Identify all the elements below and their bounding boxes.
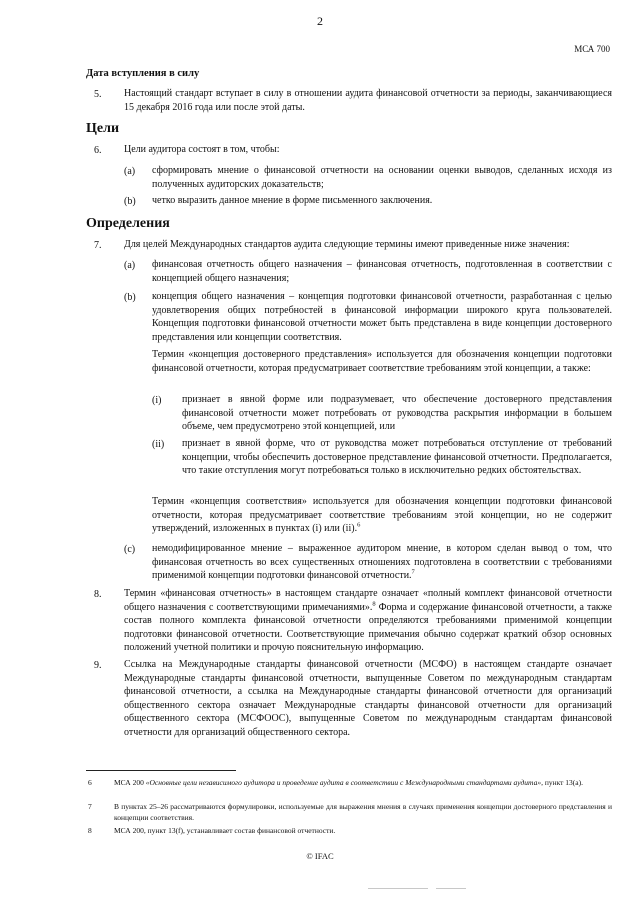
para7-a-text: финансовая отчетность общего назначения – финансовая отчетность, подготовленная в соответствии с концепцией общего назначения; bbox=[152, 259, 612, 284]
standard-code: МСА 700 bbox=[574, 44, 610, 54]
ifac-footer: © IFAC bbox=[306, 851, 334, 861]
para7-b-text: концепция общего назначения – концепция подготовки финансовой отчетности, разработанная с целью удовлетворения общих потребностей в финансовой информации широкого круга пользователей. Концепция подготовки финансовой отчетности может быть представлена в виде концепции достоверного представления или концепции соответствия. bbox=[152, 291, 612, 343]
footnote-8-text: МСА 200, пункт 13(f), устанавливает состав финансовой отчетности. bbox=[114, 826, 336, 835]
para7-b-para2: Термин «концепция соответствия» используется для обозначения концепции подготовки финансовой отчетности, которая предусматривает соответствие требованиям этой концепции, но не содержит утверждений, изложенных в пунктах (i) или (ii).$^6$ bbox=[152, 496, 612, 535]
effective-date-heading: Дата вступления в силу bbox=[86, 68, 200, 79]
para7-i-text: признает в явной форме или подразумевает, что обеспечение достоверного представления финансовой отчетности может потребовать от руководства раскрытия информации в большем объеме, чем предусмотрено этой концепцией, или bbox=[182, 394, 612, 433]
para7-c-text: немодифицированное мнение – выраженное аудитором мнение, в котором сделан вывод о том, что финансовая отчетность во всех существенных отношениях подготовлена в соответствии с требованиями применимой концепции подготовки финансовой отчетности.$^7$ bbox=[152, 543, 612, 582]
para7-b-para1: Термин «концепция достоверного представления» используется для обозначения концепции подготовки финансовой отчетности, которая предусматривает соответствие требованиям этой концепции, а также: bbox=[152, 349, 612, 374]
para6-text: Цели аудитора состоят в том, чтобы: bbox=[124, 144, 280, 155]
para6-a-text: сформировать мнение о финансовой отчетности на основании оценки выводов, сделанных исходя из полученных аудиторских доказательств; bbox=[152, 165, 612, 190]
footnote-ref-6: 6 bbox=[357, 521, 361, 529]
para7-a-label: (a) bbox=[124, 260, 136, 271]
para6-b-label: (b) bbox=[124, 196, 136, 207]
para8-number: 8. bbox=[94, 589, 102, 600]
para6-b-text: четко выразить данное мнение в форме письменного заключения. bbox=[152, 195, 433, 206]
para6-number: 6. bbox=[94, 145, 102, 156]
para7-text: Для целей Международных стандартов аудита следующие термины имеют приведенные ниже значения: bbox=[124, 239, 570, 250]
para7-number: 7. bbox=[94, 240, 102, 251]
footnote-6-text: МСА 200 «Основные цели независимого аудитора и проведение аудита в соответствии с Международными стандартами аудита», пункт 13(a). bbox=[114, 778, 584, 787]
footnote-6-number: 6 bbox=[88, 778, 92, 787]
para7-c-label: (c) bbox=[124, 544, 136, 555]
footnote-7-number: 7 bbox=[88, 802, 92, 811]
footnote-ref-8: 8 bbox=[372, 600, 376, 608]
footnote-ref-7: 7 bbox=[411, 568, 415, 576]
page-number: 2 bbox=[317, 14, 323, 28]
footnote-separator bbox=[86, 770, 236, 771]
para9-text: Ссылка на Международные стандарты финансовой отчетности (МСФО) в настоящем стандарте означает Международные стандарты финансовой отчетности, выпущенные Советом по международным стандартам финансовой отчетности, а ссылка на Международные стандарты финансовой отчетности для организаций общественного сектора означает Международные стандарты финансовой отчетности для организаций общественного сектора (МСФООС), выпущенные Советом по международным стандартам финансовой отчетности для организаций общественного сектора. bbox=[124, 659, 612, 738]
para8-text: Термин «финансовая отчетность» в настоящем стандарте означает «полный комплект финансовой отчетности общего назначения с соответствующими примечаниями».$^8$ Форма и содержание финансовой отчетности, а также состав полного комплекта финансовой отчетности определяются требованиями применимой концепции подготовки финансовой отчетности. Соответствующие примечания обычно содержат краткий обзор основных положений учетной политики и прочую пояснительную информацию. bbox=[124, 588, 612, 654]
para6-a-label: (a) bbox=[124, 166, 136, 177]
para7-i-label: (i) bbox=[152, 395, 162, 406]
para7-ii-text: признает в явной форме, что от руководства может потребоваться отступление от требований концепции, чтобы обеспечить достоверное представление финансовой отчетности. Предполагается, что такие отступления могут потребоваться только в исключительно редких обстоятельствах. bbox=[182, 438, 612, 477]
scan-artifact bbox=[368, 888, 428, 889]
para5-number: 5. bbox=[94, 89, 102, 100]
definitions-heading: Определения bbox=[86, 216, 170, 231]
footnote-7-text: В пунктах 25–26 рассматриваются формулировки, используемые для выражения мнения в случаях применения концепции достоверного представления и концепции соответствия. bbox=[114, 802, 612, 822]
footnote-8-number: 8 bbox=[88, 826, 92, 835]
para9-number: 9. bbox=[94, 660, 102, 671]
para5-text: Настоящий стандарт вступает в силу в отношении аудита финансовой отчетности за периоды, заканчивающиеся 15 декабря 2016 года или после этой даты. bbox=[124, 88, 612, 113]
scan-artifact-2 bbox=[436, 888, 466, 889]
para7-ii-label: (ii) bbox=[152, 439, 165, 450]
para7-b-label: (b) bbox=[124, 292, 136, 303]
objectives-heading: Цели bbox=[86, 121, 120, 136]
